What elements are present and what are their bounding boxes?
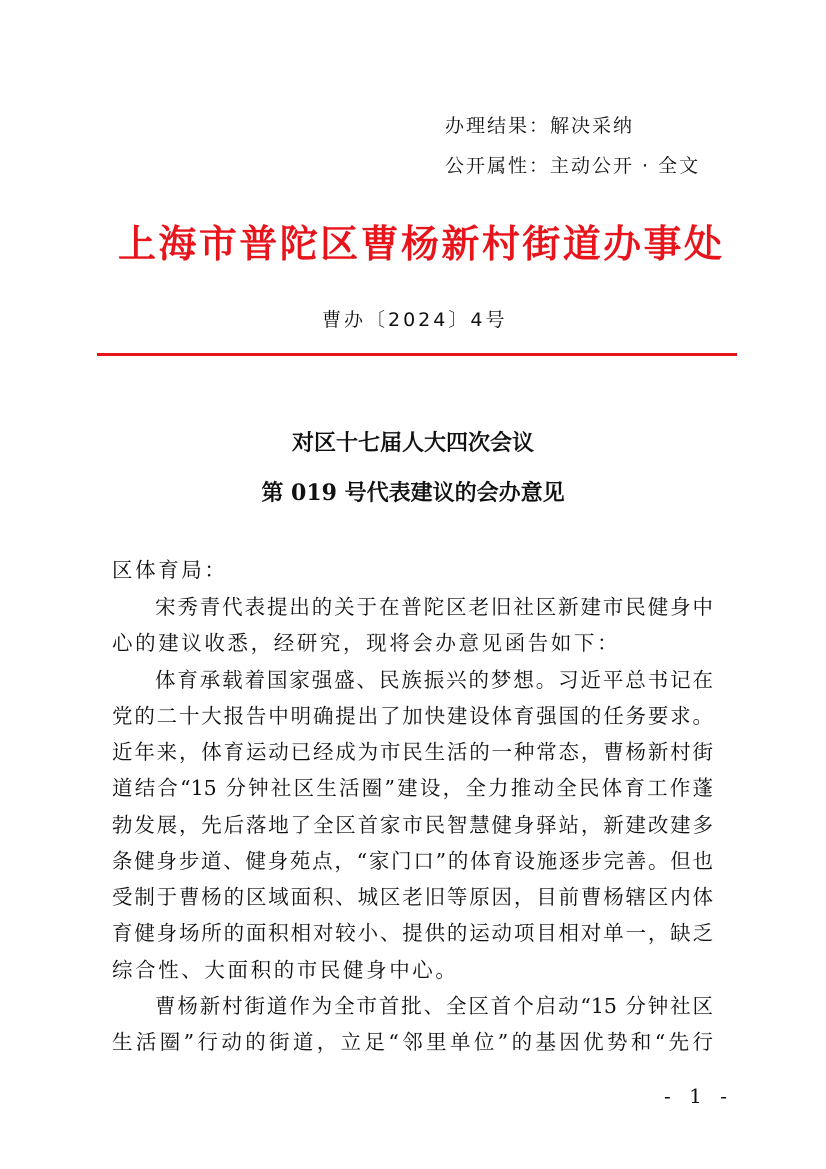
body-line: 育健身场所的面积相对较小、提供的运动项目相对单一，缺乏 xyxy=(112,921,713,945)
body-line: 党的二十大报告中明确提出了加快建设体育强国的任务要求。 xyxy=(112,704,713,728)
document-number: 曹办〔2024〕4号 xyxy=(322,309,508,331)
page-number: - 1 - xyxy=(664,1084,733,1108)
body-line: 条健身步道、健身苑点，“家门口”的体育设施逐步完善。但也 xyxy=(112,849,713,873)
red-divider xyxy=(97,353,737,356)
body-line: 综合性、大面积的市民健身中心。 xyxy=(112,958,459,982)
body-line: 勃发展，先后落地了全区首家市民智慧健身驿站，新建改建多 xyxy=(112,813,713,837)
issuing-organization: 上海市普陀区曹杨新村街道办事处 xyxy=(118,221,722,266)
body-line: 体育承载着国家强盛、民族振兴的梦想。习近平总书记在 xyxy=(155,668,713,692)
body-line: 近年来，体育运动已经成为市民生活的一种常态，曹杨新村街 xyxy=(112,740,713,764)
handling-result: 办理结果：解决采纳 xyxy=(445,115,635,137)
document-title-line2: 第 019 号代表建议的会办意见 xyxy=(261,480,565,506)
body-line: 心的建议收悉，经研究，现将会办意见函告如下： xyxy=(112,631,621,655)
salutation: 区体育局： xyxy=(112,558,228,582)
body-line: 道结合“15 分钟社区生活圈”建设，全力推动全民体育工作蓬 xyxy=(112,776,713,800)
body-line: 曹杨新村街道作为全市首批、全区首个启动“15 分钟社区 xyxy=(155,994,713,1018)
body-line: 生活圈”行动的街道，立足“邻里单位”的基因优势和“先行 xyxy=(112,1030,713,1054)
disclosure-attribute: 公开属性：主动公开 · 全文 xyxy=(445,155,701,177)
body-line: 受制于曹杨的区域面积、城区老旧等原因，目前曹杨辖区内体 xyxy=(112,885,713,909)
document-title-line1: 对区十七届人大四次会议 xyxy=(291,430,534,456)
body-line: 宋秀青代表提出的关于在普陀区老旧社区新建市民健身中 xyxy=(155,595,713,619)
